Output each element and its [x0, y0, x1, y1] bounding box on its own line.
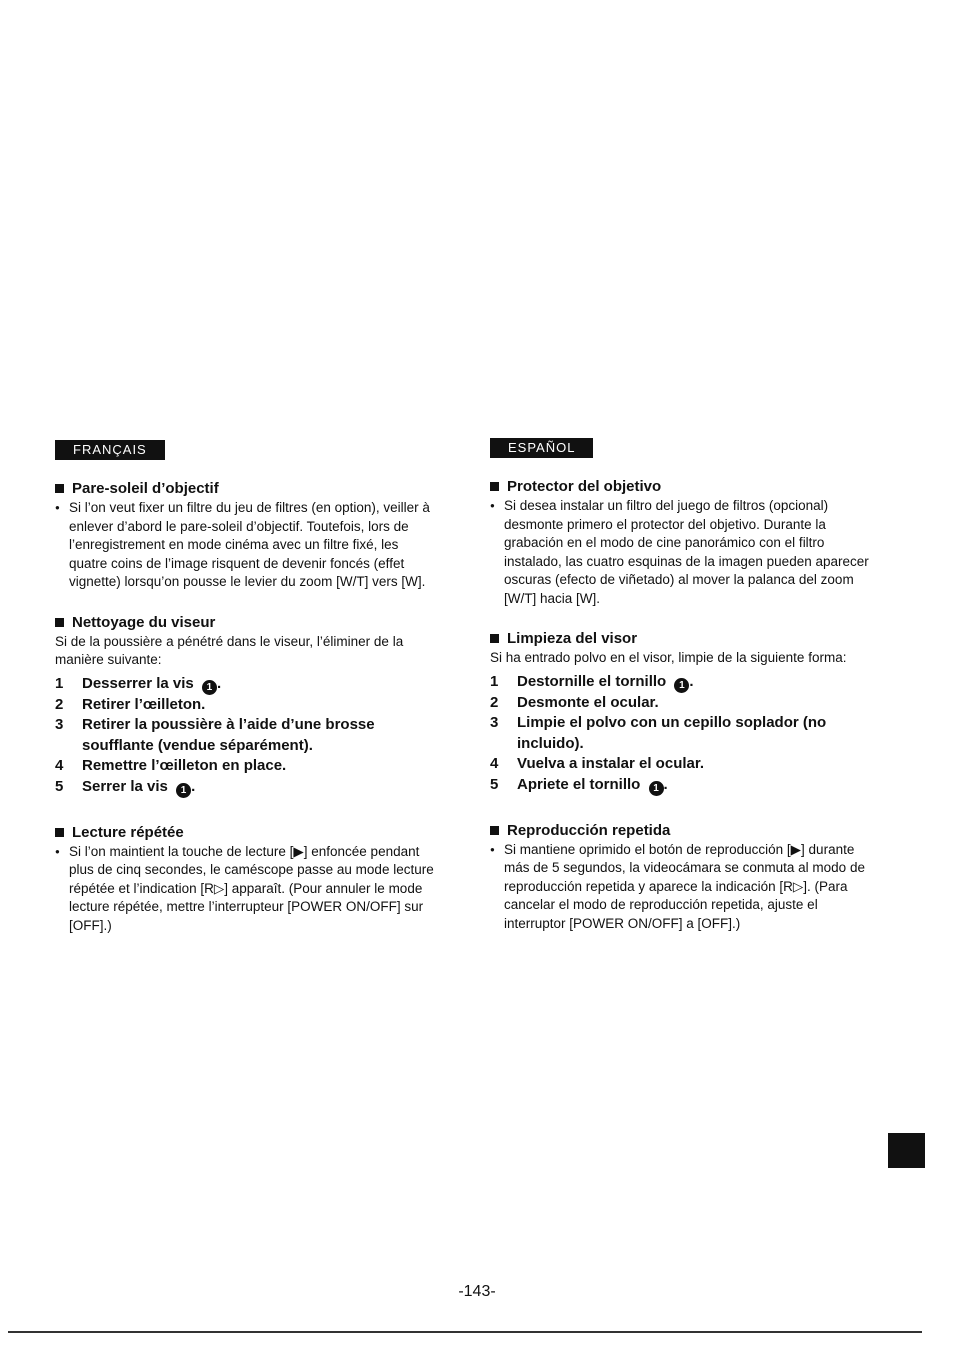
- step-number: 2: [490, 693, 499, 711]
- square-bullet-icon: [490, 826, 499, 835]
- step-text: Retirer l’œilleton.: [82, 695, 206, 713]
- step-text: Remettre l’œilleton en place.: [82, 757, 287, 774]
- step-text: Desserrer la vis 1 .: [82, 674, 222, 693]
- step-number: 1: [490, 672, 499, 690]
- section-viewfinder-cleaning-fr: [55, 614, 435, 798]
- square-bullet-icon: [490, 482, 499, 491]
- step-item: [490, 713, 870, 754]
- step-number: 2: [55, 695, 64, 713]
- steps-list: [55, 674, 435, 798]
- section-title: Nettoyage du viseur: [72, 613, 216, 631]
- intro-paragraph: Si ha entrado polvo en el visor, limpie de la siguiente forma:: [490, 650, 847, 665]
- step-item: [55, 695, 435, 716]
- section-repeat-playback-fr: [55, 824, 435, 936]
- french-column: [55, 440, 435, 935]
- step-text: Apriete el tornillo 1 .: [517, 775, 668, 794]
- language-label-french: FRANÇAIS: [55, 440, 165, 460]
- section-lens-hood-es: [490, 478, 870, 608]
- page-number: -143-: [458, 1283, 496, 1300]
- step-number: 1: [55, 674, 64, 692]
- step-item: [490, 775, 870, 796]
- section-viewfinder-cleaning-es: [490, 630, 870, 796]
- circled-number-icon: 1: [674, 678, 689, 693]
- section-tab-marker: [888, 1133, 925, 1168]
- intro-paragraph: Si de la poussière a pénétré dans le viseur, l’éliminer de la manière suivante:: [55, 633, 404, 667]
- section-title: Reproducción repetida: [507, 821, 671, 839]
- bullet-paragraph: ● Si l’on maintient la touche de lecture [▶] enfoncée pendant plus de cinq secondes, le caméscope passe au mode lecture répétée et l’indication [R▷] apparaît. (Pour annuler le mode lecture répétée, mettre l’interrupteur [POWER ON/OFF] sur [OFF].): [55, 843, 435, 936]
- section-title: Limpieza del visor: [507, 630, 638, 647]
- step-number: 4: [55, 757, 64, 774]
- step-item: [490, 693, 870, 714]
- bullet-paragraph: ● Si desea instalar un filtro del juego de filtros (opcional) desmonte primero el protector del objetivo. Durante la grabación en el modo de cine panorámico con el filtro instalado, las cuatro esquinas de la imagen pueden aparecer oscuras (efecto de viñetado) al mover la palanca del zoom [W/T] hacia [W].: [490, 497, 870, 608]
- section-title: Lecture répétée: [72, 823, 184, 841]
- bullet-paragraph: ● Si mantiene oprimido el botón de reproducción [▶] durante más de 5 segundos, la videocámara se conmuta al modo de reproducción repetida y aparece la indicación [R▷]. (Para cancelar el modo de reproducción repetida, ajuste el interruptor [POWER ON/OFF] a [OFF].): [490, 841, 870, 934]
- step-number: 4: [490, 755, 499, 772]
- step-item: [55, 777, 435, 798]
- step-number: 3: [490, 714, 499, 731]
- step-number: 5: [55, 777, 64, 795]
- square-bullet-icon: [490, 634, 499, 643]
- section-title: Pare-soleil d’objectif: [72, 480, 219, 497]
- step-item: [55, 715, 435, 756]
- square-bullet-icon: [55, 618, 64, 627]
- section-repeat-playback-es: [490, 822, 870, 934]
- section-heading: [55, 614, 435, 631]
- step-text: Limpie el polvo con un cepillo soplador (no incluido).: [517, 714, 827, 752]
- footer-divider: [8, 1331, 922, 1333]
- square-bullet-icon: [55, 828, 64, 837]
- section-heading: [55, 480, 435, 497]
- section-heading: [55, 824, 435, 841]
- step-text: Vuelva a instalar el ocular.: [517, 755, 705, 772]
- step-text: Retirer la poussière à l’aide d’une brosse soufflante (vendue séparément).: [82, 716, 375, 754]
- step-text: Serrer la vis 1 .: [82, 777, 196, 796]
- section-title: Protector del objetivo: [507, 478, 662, 495]
- language-label-spanish: ESPAÑOL: [490, 438, 593, 458]
- section-lens-hood-fr: [55, 480, 435, 592]
- step-item: [55, 756, 435, 777]
- step-text: Desmonte el ocular.: [517, 693, 659, 711]
- circled-number-icon: 1: [649, 781, 664, 796]
- step-item: [490, 672, 870, 693]
- circled-number-icon: 1: [202, 680, 217, 695]
- spanish-column: [490, 438, 870, 933]
- step-text: Destornille el tornillo 1 .: [517, 672, 694, 691]
- step-number: 3: [55, 716, 64, 733]
- bullet-paragraph: ● Si l’on veut fixer un filtre du jeu de filtres (en option), veiller à enlever d’abord le pare-soleil d’objectif. Toutefois, lors de l’enregistrement en mode cinéma avec un filtre fixé, les quatre coins de l’image risquent de devenir foncés (effet vignette) lorsqu’on pousse le levier du zoom [W/T] vers [W].: [55, 499, 435, 592]
- circled-number-icon: 1: [176, 783, 191, 798]
- section-heading: [490, 478, 870, 495]
- step-item: [55, 674, 435, 695]
- step-number: 5: [490, 775, 499, 793]
- section-heading: [490, 630, 870, 647]
- step-item: [490, 754, 870, 775]
- square-bullet-icon: [55, 484, 64, 493]
- steps-list: [490, 672, 870, 796]
- section-heading: [490, 822, 870, 839]
